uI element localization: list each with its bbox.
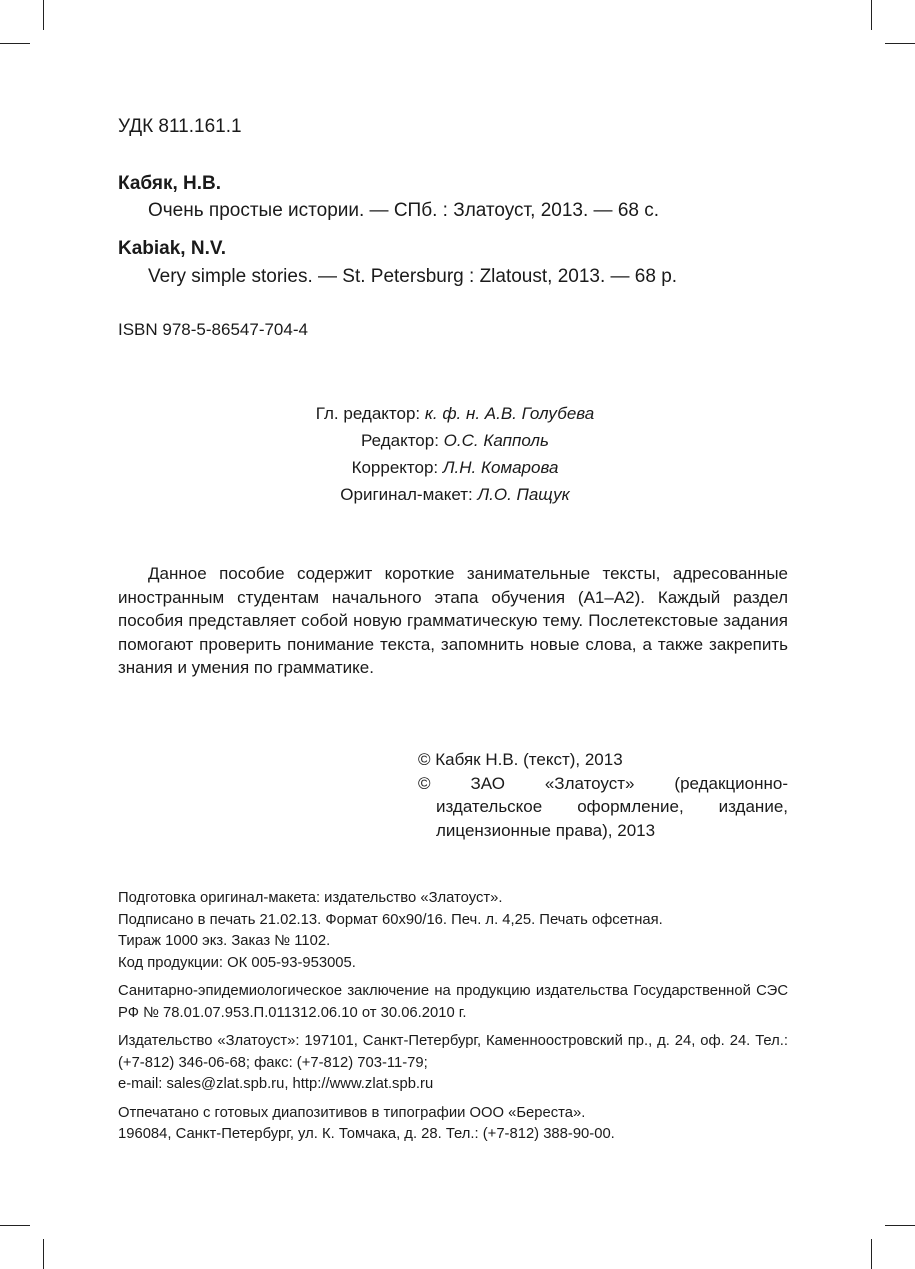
- isbn: ISBN 978-5-86547-704-4: [118, 320, 308, 339]
- crop-mark: [0, 1225, 30, 1226]
- crop-mark: [871, 0, 872, 30]
- udk-code: УДК 811.161.1: [118, 116, 242, 137]
- credit-role: Оригинал-макет:: [340, 485, 478, 504]
- imprint-printer-address: 196084, Санкт-Петербург, ул. К. Томчака, д. 28. Тел.: (+7-812) 388-90-00.: [118, 1126, 615, 1142]
- copyright: [418, 748, 788, 842]
- imprint: [118, 888, 788, 1146]
- imprint-run: Тираж 1000 экз. Заказ № 1102.: [118, 933, 331, 949]
- title-ru: Очень простые истории. — СПб. : Златоуст, 2013. — 68 с.: [148, 200, 660, 221]
- credit-role: Гл. редактор:: [315, 404, 425, 423]
- copyright-author: © Кабяк Н.В. (текст), 2013: [418, 750, 623, 769]
- crop-mark: [871, 1239, 872, 1269]
- credit-line: [200, 400, 710, 427]
- imprint-printed: Отпечатано с готовых диапозитивов в типографии ООО «Береста».: [118, 1104, 586, 1121]
- credit-line: [200, 454, 710, 481]
- credit-name: О.С. Капполь: [443, 431, 549, 450]
- credit-name: к. ф. н. А.В. Голубева: [424, 404, 595, 423]
- imprint-signed: Подписано в печать 21.02.13. Формат 60x90/16. Печ. л. 4,25. Печать офсетная.: [118, 911, 663, 928]
- credit-line: [200, 427, 710, 454]
- crop-mark: [0, 43, 30, 44]
- copyright-publisher: © ЗАО «Златоуст» (редакционно-издательское оформление, издание, лицензионные права), 2013: [418, 773, 788, 840]
- author-en: Kabiak, N.V.: [118, 238, 227, 259]
- crop-mark: [885, 1225, 915, 1226]
- crop-mark: [885, 43, 915, 44]
- title-en: Very simple stories. — St. Petersburg : Zlatoust, 2013. — 68 p.: [148, 266, 678, 287]
- author-ru: Кабяк, Н.В.: [118, 173, 222, 194]
- imprint-code: Код продукции: ОК 005-93-953005.: [118, 954, 356, 971]
- credit-name: Л.О. Пащук: [477, 485, 570, 504]
- credit-role: Корректор:: [351, 458, 443, 477]
- imprint-publisher: Издательство «Златоуст»: 197101, Санкт-Петербург, Каменноостровский пр., д. 24, оф. 24. Тел.: (+7-812) 346-06-68; факс: (+7-812) 703-11-79;: [118, 1033, 788, 1071]
- imprint-prep: Подготовка оригинал-макета: издательство «Златоуст».: [118, 890, 503, 906]
- annotation: Данное пособие содержит короткие занимательные тексты, адресованные иностранным студентам начального этапа обучения (А1–А2). Каждый раздел пособия представляет собой новую грамматическую тему. Послетекстовые задания помогают проверить понимание текста, запомнить новые слова, а также закрепить знания и умения по грамматике.: [118, 564, 788, 677]
- credit-line: [200, 481, 710, 508]
- crop-mark: [43, 1239, 44, 1269]
- credit-role: Редактор:: [361, 431, 444, 450]
- credit-name: Л.Н. Комарова: [442, 458, 559, 477]
- imprint-contacts: e-mail: sales@zlat.spb.ru, http://www.zlat.spb.ru: [118, 1076, 434, 1092]
- editorial-credits: [200, 400, 710, 508]
- crop-mark: [43, 0, 44, 30]
- imprint-sanitary: Санитарно-эпидемиологическое заключение на продукцию издательства Государственной СЭС РФ № 78.01.07.953.П.011312.06.10 от 30.06.2010 г.: [118, 983, 788, 1021]
